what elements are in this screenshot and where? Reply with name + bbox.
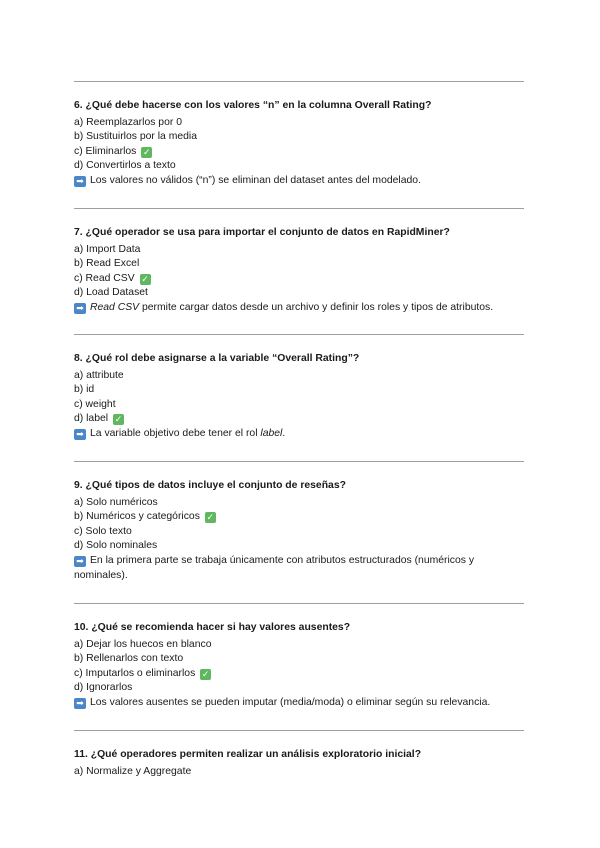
question-10 <box>74 621 534 711</box>
right-arrow-icon: ➡ <box>74 303 86 314</box>
divider <box>74 208 524 209</box>
option-d: d) Solo nominales <box>74 540 158 552</box>
option-b: b) Sustituirlos por la media <box>74 131 198 143</box>
right-arrow-icon: ➡ <box>74 176 86 187</box>
question-title: 8. ¿Qué rol debe asignarse a la variable “Overall Rating”? <box>74 353 360 364</box>
question-title: 6. ¿Qué debe hacerse con los valores “n” en la columna Overall Rating? <box>74 100 432 111</box>
explanation: ➡ La variable objetivo debe tener el rol label. <box>74 427 534 442</box>
question-title: 9. ¿Qué tipos de datos incluye el conjunto de reseñas? <box>74 480 346 491</box>
option-b: b) Read Excel <box>74 258 140 270</box>
explanation: ➡ Los valores no válidos (“n”) se eliminan del dataset antes del modelado. <box>74 174 534 189</box>
question-8 <box>74 352 534 442</box>
question-title: 11. ¿Qué operadores permiten realizar un análisis exploratorio inicial? <box>74 749 422 760</box>
option-a: a) Reemplazarlos por 0 <box>74 116 182 128</box>
question-title: 7. ¿Qué operador se usa para importar el conjunto de datos en RapidMiner? <box>74 227 450 238</box>
question-title: 10. ¿Qué se recomienda hacer si hay valores ausentes? <box>74 622 351 633</box>
option-a: a) Solo numéricos <box>74 496 158 508</box>
divider <box>74 461 524 462</box>
right-arrow-icon: ➡ <box>74 429 86 440</box>
option-b: b) Rellenarlos con texto <box>74 653 184 665</box>
question-11 <box>74 748 534 779</box>
right-arrow-icon: ➡ <box>74 556 86 567</box>
divider <box>74 334 524 335</box>
option-b: b) Numéricos y categóricos ✓ <box>74 511 215 523</box>
option-b: b) id <box>74 384 95 396</box>
option-a: a) attribute <box>74 369 124 381</box>
option-a: a) Import Data <box>74 243 141 255</box>
question-9 <box>74 479 534 583</box>
option-a: a) Normalize y Aggregate <box>74 765 192 777</box>
check-mark-icon: ✓ <box>201 668 210 679</box>
check-mark-icon: ✓ <box>114 414 123 425</box>
explanation: ➡ Read CSV permite cargar datos desde un archivo y definir los roles y tipos de atributos. <box>74 301 534 316</box>
check-mark-icon: ✓ <box>142 146 151 157</box>
option-d: d) Convertirlos a texto <box>74 160 176 172</box>
explanation: ➡ Los valores ausentes se pueden imputar (media/moda) o eliminar según su relevancia. <box>74 696 534 711</box>
divider <box>74 730 524 731</box>
option-c: c) Imputarlos o eliminarlos ✓ <box>74 667 210 679</box>
question-7 <box>74 226 534 316</box>
divider <box>74 603 524 604</box>
option-c: c) weight <box>74 398 116 410</box>
right-arrow-icon: ➡ <box>74 698 86 709</box>
option-d: d) Ignorarlos <box>74 682 133 694</box>
option-d: d) Load Dataset <box>74 287 148 299</box>
question-6 <box>74 99 534 189</box>
option-a: a) Dejar los huecos en blanco <box>74 638 212 650</box>
check-mark-icon: ✓ <box>141 273 149 284</box>
divider <box>74 81 524 82</box>
option-c: c) Eliminarlos ✓ <box>74 145 151 157</box>
check-mark-icon: ✓ <box>206 512 215 523</box>
option-c: c) Solo texto <box>74 525 132 537</box>
option-c: c) Read CSV ✓ <box>74 272 149 284</box>
option-d: d) label ✓ <box>74 413 123 425</box>
explanation: ➡ En la primera parte se trabaja únicamente con atributos estructurados (numéricos y nominales). <box>74 554 475 581</box>
